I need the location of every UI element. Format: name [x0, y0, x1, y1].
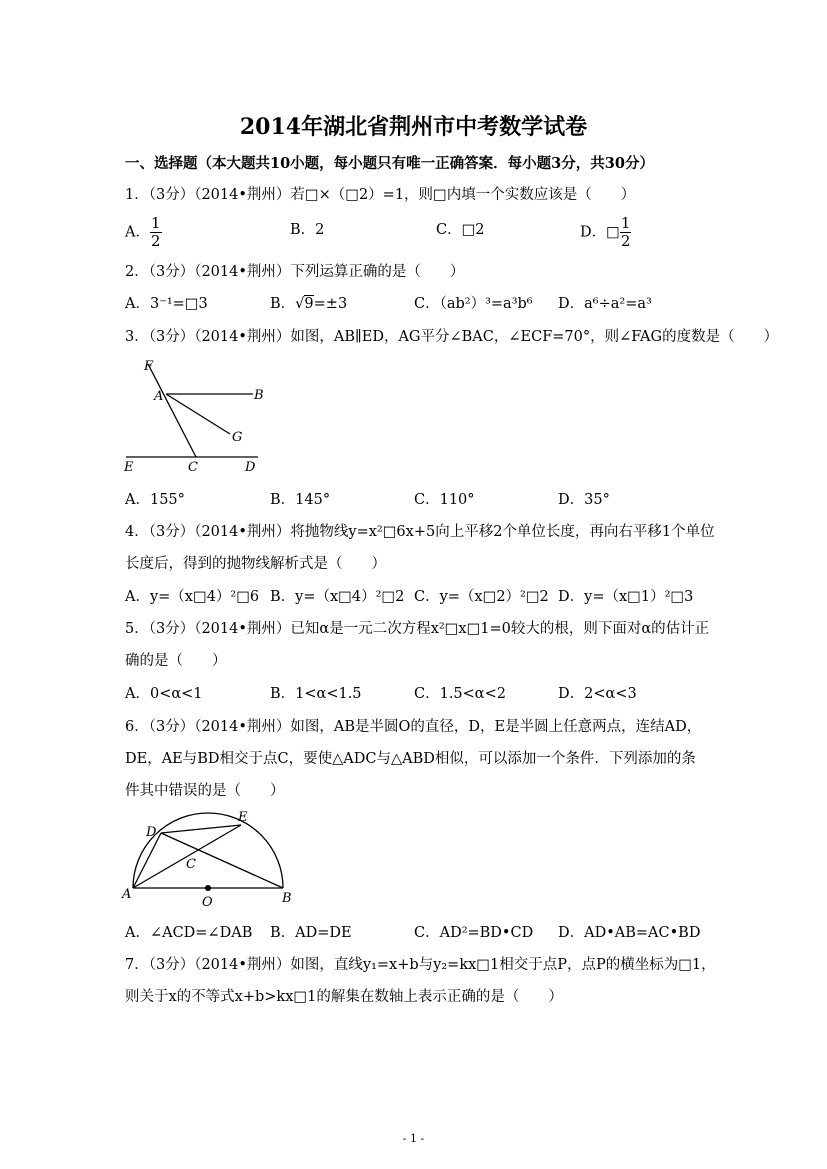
q1-option-c: C．□2: [436, 222, 485, 238]
q4-option-b: B．y=（x□4）²□2: [270, 589, 405, 605]
q1-option-d-label: D．□: [580, 224, 620, 241]
q2-option-a: A．3⁻¹=□3: [125, 296, 208, 312]
question-1-stem: 1．（3分）（2014•荆州）若□×（□2）=1，则□内填一个实数应该是（ ）: [125, 187, 636, 203]
q5-option-b: B．1<α<1.5: [270, 686, 362, 702]
q1-option-a: [125, 215, 162, 250]
q3-option-b: B．145°: [270, 492, 331, 508]
page-number: - 1 -: [402, 1132, 425, 1145]
label-a: A: [154, 389, 164, 404]
question-5-stem-line1: 5．（3分）（2014•荆州）已知α是一元二次方程x²□x□1=0较大的根，则下面对α的估计正: [125, 621, 710, 637]
q2-option-b-rest: =±3: [313, 296, 348, 312]
label-o: O: [202, 895, 213, 910]
q4-option-d: D．y=（x□1）²□3: [558, 589, 694, 605]
section-heading: 一、选择题（本大题共10小题，每小题只有唯一正确答案．每小题3分，共30分）: [125, 155, 654, 172]
question-7-stem-line1: 7．（3分）（2014•荆州）如图，直线y₁=x+b与y₂=kx□1相交于点P，点P的横坐标为□1，: [125, 957, 716, 973]
question-3-stem: 3．（3分）（2014•荆州）如图，AB∥ED，AG平分∠BAC，∠ECF=70°，则∠FAG的度数是（ ）: [125, 329, 779, 345]
q1-option-d: [580, 215, 631, 250]
q3-option-a: A．155°: [125, 492, 185, 508]
label-d: D: [146, 825, 157, 840]
label-e: E: [124, 460, 134, 475]
question-6-stem-line2: DE，AE与BD相交于点C，要使△ADC与△ABD相似，可以添加一个条件．下列添加的条: [125, 751, 696, 767]
label-b: B: [282, 891, 292, 906]
numerator: 1: [150, 214, 161, 232]
q4-option-c: C．y=（x□2）²□2: [414, 589, 549, 605]
q5-option-d: D．2<α<3: [558, 686, 637, 702]
label-e: E: [238, 810, 248, 825]
question-7-stem-line2: 则关于x的不等式x+b>kx□1的解集在数轴上表示正确的是（ ）: [125, 989, 563, 1005]
q3-option-d: D．35°: [558, 492, 610, 508]
label-d: D: [245, 460, 256, 475]
q6-option-b: B．AD=DE: [270, 925, 352, 941]
q5-option-a: A．0<α<1: [125, 686, 203, 702]
denominator: 2: [150, 232, 161, 250]
q1-option-b: B．2: [290, 222, 325, 238]
label-a: A: [122, 887, 132, 902]
question-4-stem-line1: 4．（3分）（2014•荆州）将抛物线y=x²□6x+5向上平移2个单位长度，再向右平移1个单位: [125, 524, 715, 540]
question-5-stem-line2: 确的是（ ）: [125, 653, 227, 669]
q6-option-d: D．AD•AB=AC•BD: [558, 925, 701, 941]
q3-figure: [118, 352, 278, 477]
label-c: C: [186, 857, 196, 872]
question-6-stem-line1: 6．（3分）（2014•荆州）如图，AB是半圆O的直径，D，E是半圆上任意两点，连结AD，: [125, 719, 702, 735]
q5-option-c: C．1.5<α<2: [414, 686, 506, 702]
label-g: G: [232, 430, 243, 445]
q6-figure: [118, 805, 303, 910]
page-title: 2014年湖北省荆州市中考数学试卷: [239, 114, 588, 140]
q3-option-c: C．110°: [414, 492, 475, 508]
label-f: F: [144, 359, 154, 374]
q1-option-a-label: A．: [125, 224, 150, 241]
q2-option-d: D．a⁶÷a²=a³: [558, 296, 652, 312]
fraction: [620, 215, 632, 250]
q2-option-c: C．（ab²）³=a³b⁶: [414, 296, 533, 312]
q6-option-a: A．∠ACD=∠DAB: [125, 925, 253, 941]
question-6-stem-line3: 件其中错误的是（ ）: [125, 783, 285, 799]
denominator: 2: [620, 232, 631, 250]
q6-option-c: C．AD²=BD•CD: [414, 925, 534, 941]
q2-option-b-label: B．: [270, 296, 296, 312]
sqrt-icon: √: [295, 296, 305, 312]
numerator: 1: [620, 214, 631, 232]
question-4-stem-line2: 长度后，得到的抛物线解析式是（ ）: [125, 556, 386, 572]
line-ag: [166, 394, 230, 434]
label-b: B: [254, 388, 264, 403]
radicand: 9: [304, 296, 314, 312]
label-c: C: [188, 460, 198, 475]
fraction: [150, 215, 162, 250]
q2-option-b: [270, 292, 347, 313]
center-point: [205, 885, 211, 891]
line-fc: [148, 364, 196, 457]
question-2-stem: 2．（3分）（2014•荆州）下列运算正确的是（ ）: [125, 264, 465, 280]
q4-option-a: A．y=（x□4）²□6: [125, 589, 260, 605]
